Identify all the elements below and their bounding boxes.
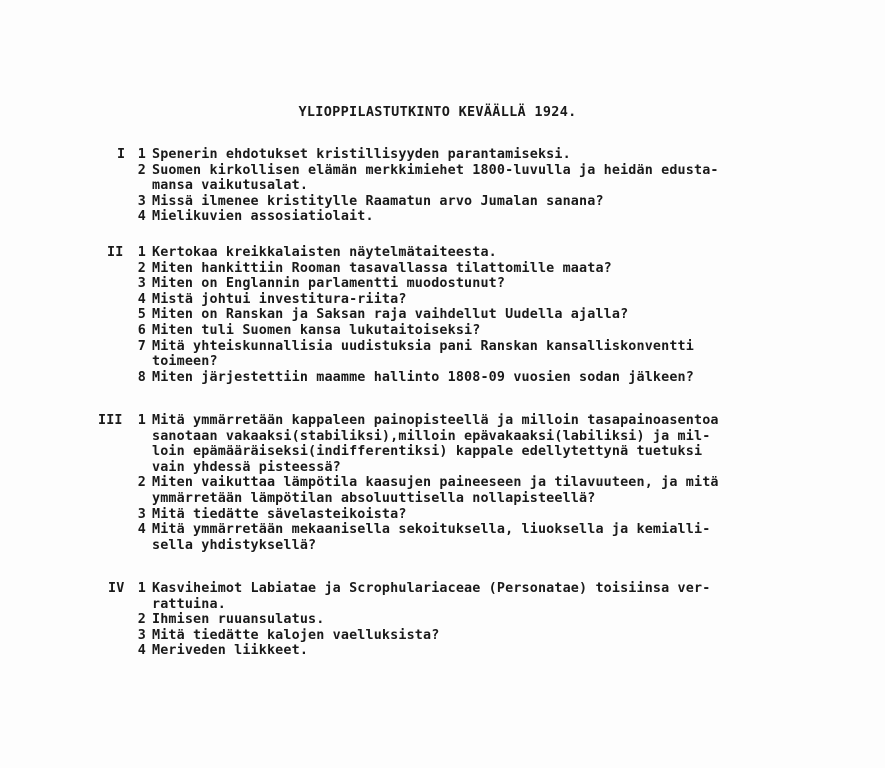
question-number: 3 <box>137 506 146 522</box>
question-text-line: Mitä ymmärretään mekaanisella sekoituksella, liuoksella ja kemialli- <box>152 522 711 538</box>
question-text-line: Miten hankittiin Rooman tasavallassa tilattomille maata? <box>152 260 612 276</box>
question-text-line: Mitä yhteiskunnallisia uudistuksia pani Ranskan kansalliskonventti <box>152 338 694 354</box>
section-numeral: II <box>107 245 124 260</box>
question-number: 6 <box>137 323 146 338</box>
question-number: 4 <box>137 643 146 659</box>
question-text-line: vain yhdessä pisteessä? <box>152 459 341 475</box>
question-number: 3 <box>137 627 146 643</box>
question-text-line: Kasviheimot Labiatae ja Scrophulariaceae (Personatae) toisiinsa ver- <box>152 581 711 596</box>
question-text-line: Missä ilmenee kristitylle Raamatun arvo Jumalan sanana? <box>152 193 604 209</box>
question-number: 2 <box>137 162 146 178</box>
question-number: 3 <box>137 276 146 292</box>
question-text-line: Mitä tiedätte kalojen vaelluksista? <box>152 627 440 643</box>
question-number: 1 <box>137 147 146 162</box>
question-text-line: toimeen? <box>152 354 218 370</box>
question-number: 7 <box>137 338 146 354</box>
question-text-line: Ihmisen ruuansulatus. <box>152 612 325 628</box>
question-text-line: loin epämääräiseksi(indifferentiksi) kappale edellytettynä tuetuksi <box>152 444 703 460</box>
question-text-line: Mistä johtui investitura-riita? <box>152 291 407 307</box>
question-number: 3 <box>137 193 146 209</box>
question-number: 4 <box>137 209 146 225</box>
question-number: 4 <box>137 291 146 307</box>
question-number: 2 <box>137 260 146 276</box>
section-numeral: III <box>98 413 123 428</box>
question-text-line: Miten on Ranskan ja Saksan raja vaihdellut Uudella ajalla? <box>152 307 629 323</box>
question-number: 8 <box>137 369 146 385</box>
question-text-line: Kertokaa kreikkalaisten näytelmätaiteesta. <box>152 245 497 260</box>
question-number: 4 <box>137 522 146 538</box>
question-number: 2 <box>137 475 146 491</box>
question-number: 1 <box>137 581 146 596</box>
question-text-line: Mitä ymmärretään kappaleen painopisteellä ja milloin tasapainoasentoa <box>152 413 719 428</box>
question-number: 1 <box>137 245 146 260</box>
section-numeral: IV <box>108 581 125 596</box>
question-text-line: Suomen kirkollisen elämän merkkimiehet 1800-luvulla ja heidän edusta- <box>152 162 719 178</box>
question-number: 5 <box>137 307 146 323</box>
question-text-line: ymmärretään lämpötilan absoluuttisella nollapisteellä? <box>152 491 596 506</box>
question-text-line: Spenerin ehdotukset kristillisyyden parantamiseksi. <box>152 147 571 162</box>
exam-title: YLIOPPILASTUTKINTO KEVÄÄLLÄ 1924. <box>298 104 577 120</box>
question-text-line: sanotaan vakaaksi(stabiliksi),milloin epävakaaksi(labiliksi) ja mil- <box>152 428 711 444</box>
question-text-line: sella yhdistyksellä? <box>152 537 317 553</box>
question-text-line: rattuina. <box>152 596 226 612</box>
question-text-line: Mielikuvien assosiatiolait. <box>152 209 374 225</box>
question-text-line: mansa vaikutusalat. <box>152 178 309 194</box>
question-text-line: Miten vaikuttaa lämpötila kaasujen paineeseen ja tilavuuteen, ja mitä <box>152 475 719 491</box>
section-numeral: I <box>117 147 126 162</box>
question-text-line: Meriveden liikkeet. <box>152 643 309 659</box>
question-text-line: Miten tuli Suomen kansa lukutaitoiseksi? <box>152 323 481 338</box>
question-text-line: Mitä tiedätte sävelasteikoista? <box>152 506 407 522</box>
question-text-line: Miten järjestettiin maamme hallinto 1808-09 vuosien sodan jälkeen? <box>152 369 694 385</box>
question-text-line: Miten on Englannin parlamentti muodostunut? <box>152 276 506 292</box>
question-number: 1 <box>137 413 146 428</box>
question-number: 2 <box>137 612 146 628</box>
